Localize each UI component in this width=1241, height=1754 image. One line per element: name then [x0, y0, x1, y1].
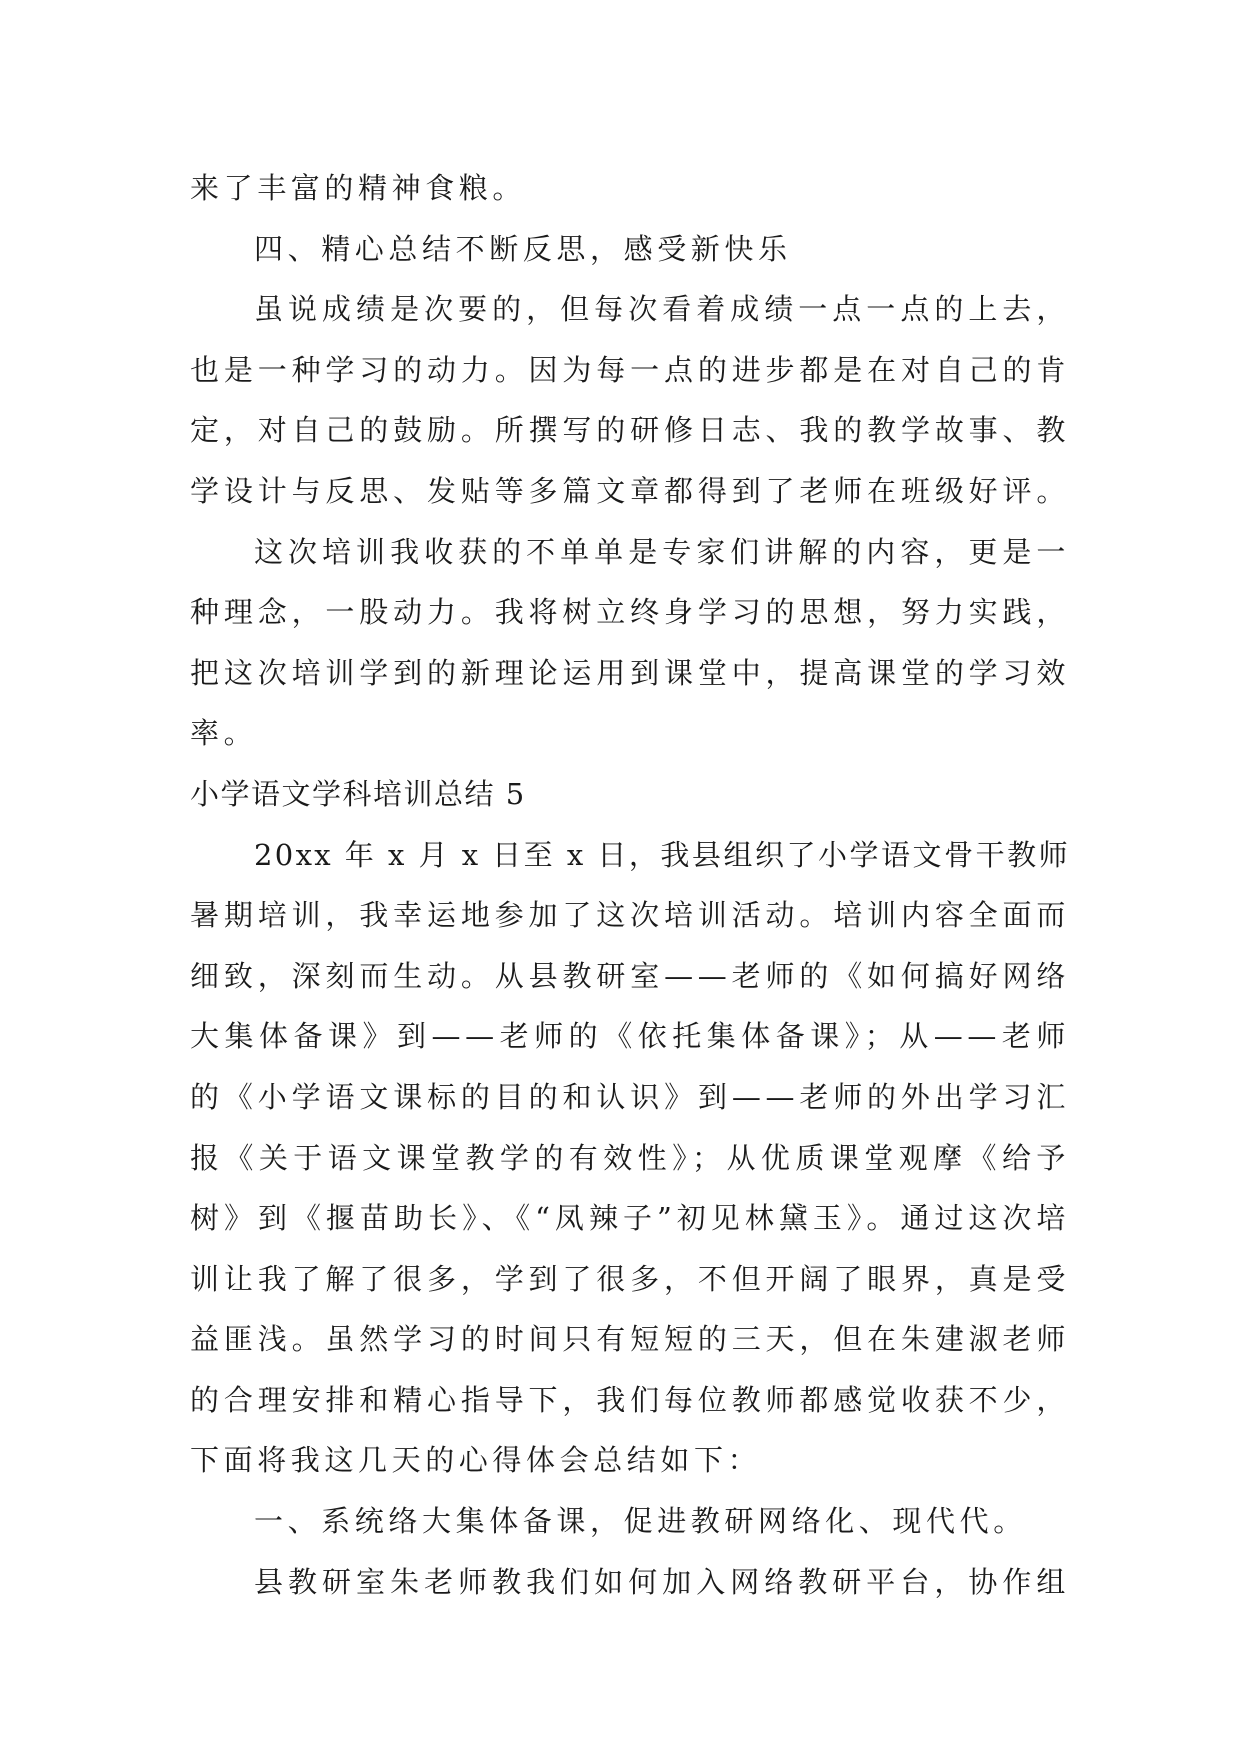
text-line: 学设计与反思、发贴等多篇文章都得到了老师在班级好评。	[190, 473, 1070, 508]
text-line: 定，对自己的鼓励。所撰写的研修日志、我的教学故事、教	[190, 413, 1070, 448]
document-body	[190, 158, 1070, 1612]
text-line: 把这次培训学到的新理论运用到课堂中，提高课堂的学习效	[190, 655, 1070, 690]
text-line: 来了丰富的精神食粮。	[190, 171, 527, 205]
document-title: 小学语文学科培训总结 5	[190, 776, 526, 811]
paragraph-line: 县教研室朱老师教我们如何加入网络教研平台，协作组	[254, 1564, 1070, 1599]
section-heading: 四、精心总结不断反思，感受新快乐	[254, 231, 792, 266]
text-line: 率。	[190, 716, 258, 751]
section-heading: 一、系统络大集体备课，促进教研网络化、现代代。	[254, 1504, 1027, 1539]
text-line: 的《小学语文课标的目的和认识》到——老师的外出学习汇	[190, 1079, 1070, 1114]
text-line: 下面将我这几天的心得体会总结如下：	[190, 1443, 762, 1478]
text-line: 树》到《揠苗助长》、《“凤辣子”初见林黛玉》。通过这次培	[190, 1201, 1070, 1236]
paragraph-line: 这次培训我收获的不单单是专家们讲解的内容，更是一	[254, 534, 1070, 569]
text-line: 的合理安排和精心指导下，我们每位教师都感觉收获不少，	[190, 1382, 1070, 1417]
text-line: 细致，深刻而生动。从县教研室——老师的《如何搞好网络	[190, 958, 1070, 993]
text-line: 种理念，一股动力。我将树立终身学习的思想，努力实践，	[190, 595, 1070, 630]
text-line: 也是一种学习的动力。因为每一点的进步都是在对自己的肯	[190, 352, 1070, 387]
text-line: 益匪浅。虽然学习的时间只有短短的三天，但在朱建淑老师	[190, 1322, 1070, 1357]
text-line: 暑期培训，我幸运地参加了这次培训活动。培训内容全面而	[190, 898, 1070, 933]
text-line: 大集体备课》到——老师的《依托集体备课》；从——老师	[190, 1019, 1070, 1054]
paragraph-line: 虽说成绩是次要的，但每次看着成绩一点一点的上去，	[254, 292, 1070, 327]
text-line: 训让我了解了很多，学到了很多，不但开阔了眼界，真是受	[190, 1261, 1070, 1296]
text-line: 报《关于语文课堂教学的有效性》；从优质课堂观摩《给予	[190, 1140, 1070, 1175]
paragraph-line: 20xx 年 x 月 x 日至 x 日，我县组织了小学语文骨干教师	[254, 837, 1070, 872]
